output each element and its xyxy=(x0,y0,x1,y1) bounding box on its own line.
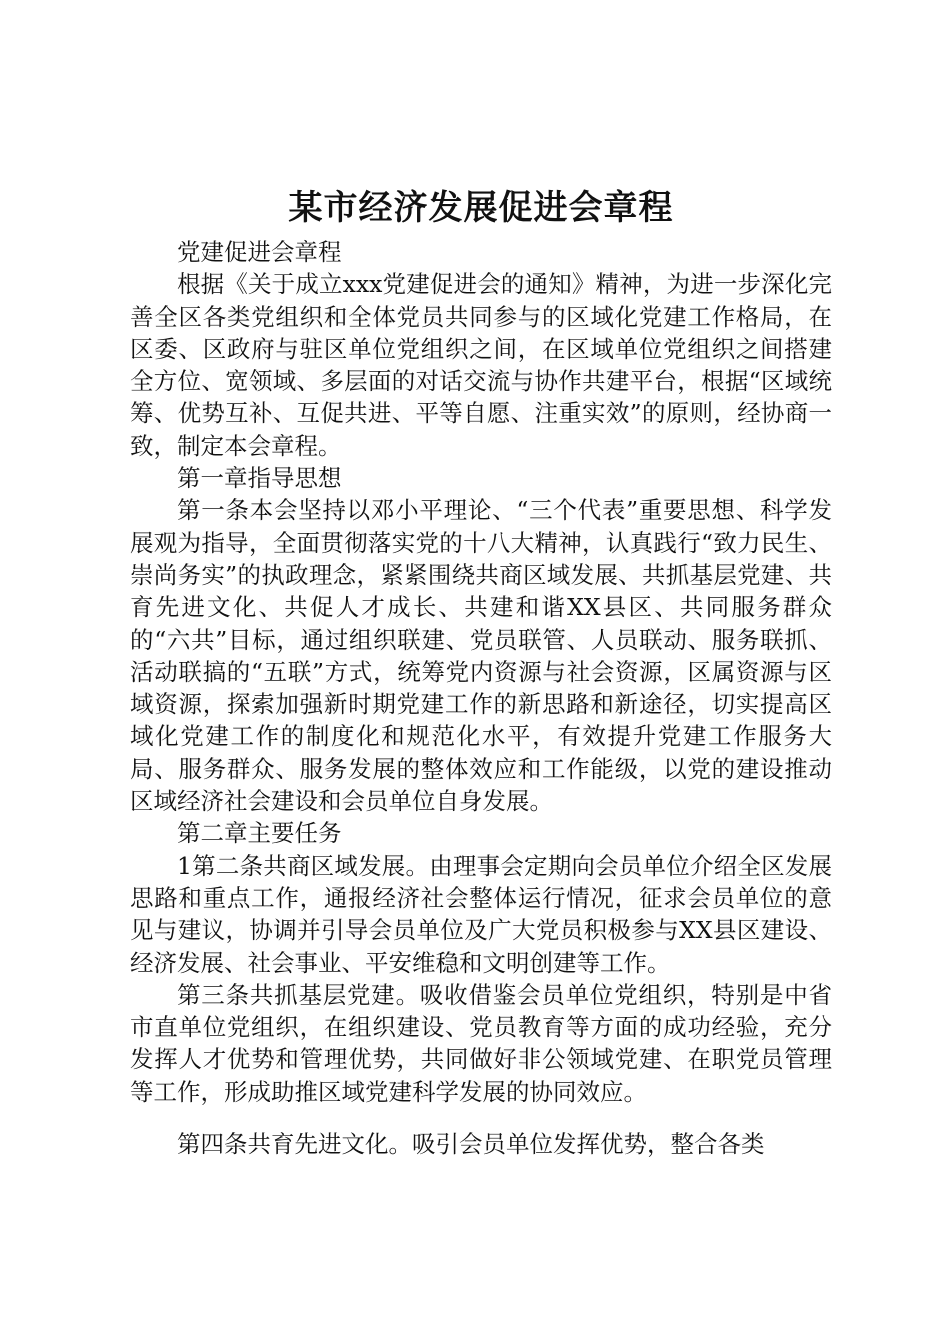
article-2-paragraph: 1第二条共商区域发展。由理事会定期向会员单位介绍全区发展思路和重点工作，通报经济社会整体运行情况，征求会员单位的意见与建议，协调并引导会员单位及广大党员积极参与XX县区建设、经济发展、社会事业、平安维稳和文明创建等工作。 xyxy=(130,851,832,977)
document-subtitle: 党建促进会章程 xyxy=(177,238,342,266)
document-page xyxy=(130,184,832,1160)
article-1-paragraph: 第一条本会坚持以邓小平理论、“三个代表”重要思想、科学发展观为指导，全面贯彻落实党的十八大精神，认真践行“致力民生、崇尚务实”的执政理念，紧紧围绕共商区域发展、共抓基层党建、共育先进文化、共促人才成长、共建和谐XX县区、共同服务群众的“六共”目标，通过组织联建、党员联管、人员联动、服务联抓、活动联搞的“五联”方式，统筹党内资源与社会资源，区属资源与区域资源，探索加强新时期党建工作的新思路和新途径，切实提高区域化党建工作的制度化和规范化水平，有效提升党建工作服务大局、服务群众、服务发展的整体效应和工作能级，以党的建设推动区域经济社会建设和会员单位自身发展。 xyxy=(130,496,832,816)
article-3-paragraph: 第三条共抓基层党建。吸收借鉴会员单位党组织，特别是中省市直单位党组织，在组织建设、党员教育等方面的成功经验，充分发挥人才优势和管理优势，共同做好非公领域党建、在职党员管理等工作，形成助推区域党建科学发展的协同效应。 xyxy=(130,980,832,1106)
document-title: 某市经济发展促进会章程 xyxy=(288,188,674,228)
preamble-paragraph: 根据《关于成立xxx党建促进会的通知》精神，为进一步深化完善全区各类党组织和全体党员共同参与的区域化党建工作格局，在区委、区政府与驻区单位党组织之间，在区域单位党组织之间搭建全方位、宽领域、多层面的对话交流与协作共建平台，根据“区域统筹、优势互补、互促共进、平等自愿、注重实效”的原则，经协商一致，制定本会章程。 xyxy=(130,270,832,460)
chapter-heading-1: 第一章指导思想 xyxy=(177,464,342,493)
chapter-heading-2: 第二章主要任务 xyxy=(177,819,342,848)
article-4-paragraph: 第四条共育先进文化。吸引会员单位发挥优势，整合各类 xyxy=(177,1130,765,1159)
